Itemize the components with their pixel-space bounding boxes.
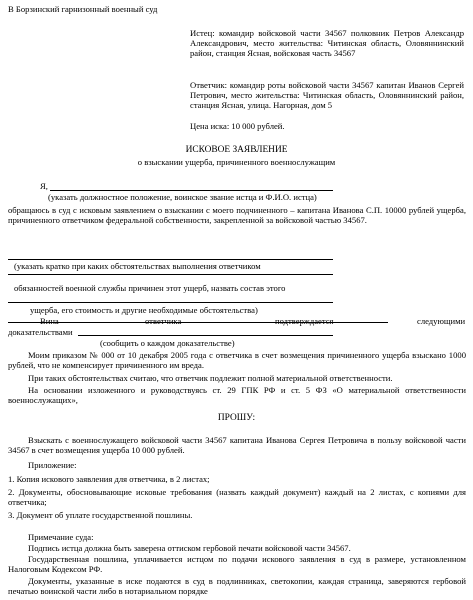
guilt-word-4: следующими [417,316,466,326]
note-heading: Примечание суда: [28,532,94,542]
hint-position: (указать должностное положение, воинское звание истца и Ф.И.О. истца) [48,192,317,202]
basis-paragraph: На основании изложенного и руководствуясь ст. 29 ГПК РФ и ст. 5 ФЗ «О материальной ответственности военнослужащих», [8,385,466,406]
request-heading: ПРОШУ: [217,413,256,423]
request-paragraph: Взыскать с военнослужащего войсковой части 34567 капитана Иванова Сергея Петровича в пользу войсковой части 34567 в счет возмещения ущерба 10 000 рублей. [8,435,466,456]
guilt-word-3: подтверждается [275,316,334,326]
blank-line-1 [8,259,333,260]
attachment-item-3: 3. Документ об уплате государственной пошлины. [8,510,193,520]
blank-line-5 [78,335,333,336]
defendant-block: Ответчик: командир роты войсковой части 34567 капитан Иванов Сергей Петрович, место жительства: Читинская область, Оловяннинский район, станция Ясная, улица. Нагорная, дом 5 [190,80,464,111]
blank-line-position [50,190,333,191]
note-paragraph-3: Документы, указанные в иске подаются в суд в подлинниках, светокопии, каждая страница, заверяются гербовой печатью воинской части либо в нотариальном порядке [8,576,466,597]
plaintiff-block: Истец: командир войсковой части 34567 полковник Петров Александр Александрович, место жительства: Читинская область, Оловяннинский район, станция Ясная, войсковая часть 34567 [190,28,464,59]
document-subtitle: о взыскании ущерба, причиненного военнослужащим [137,157,336,167]
hint-evidence: (сообщить о каждом доказательстве) [100,338,235,348]
blank-line-2 [8,274,333,275]
guilt-word-2: ответчика [145,316,182,326]
order-paragraph: Моим приказом № 000 от 10 декабря 2005 года с ответчика в счет возмещения причиненного ущерба взыскано 1000 рублей, что не компенсирует причиненного им вреда. [8,350,466,371]
hint-duties: обязанностей военной службы причинен этот ущерб, назвать состав этого [14,283,286,293]
guilt-word-1: Вина [40,316,59,326]
attachment-item-2: 2. Документы, обосновывающие исковые требования (назвать каждый документ) каждый на 2 листах, с копиями для ответчика; [8,487,466,508]
note-paragraph-2: Государственная пошлина, уплачивается истцом по подачи искового заявления в суд в размере, установленном Налоговым Кодексом РФ. [8,554,466,575]
court-name: В Борзинский гарнизонный военный суд [8,4,158,14]
hint-circumstances: (указать кратко при каких обстоятельствах выполнения ответчиком [14,261,261,271]
attachments-heading: Приложение: [28,460,77,470]
circumstances-paragraph: При таких обстоятельствах считаю, что ответчик подлежит полной материальной ответственности. [28,373,393,383]
guilt-word-5: доказательствами [8,327,73,337]
blank-line-3 [8,302,333,303]
blank-line-4 [8,322,388,323]
intro-paragraph: обращаюсь в суд с исковым заявлением о взыскании с моего подчиненного – капитана Иванова С.П. 10000 рублей ущерба, причиненного ответчиком федеральной собственности, закрепленной за войсковой частью 34567. [8,205,466,226]
attachment-item-1: 1. Копия искового заявления для ответчика, в 2 листах; [8,474,210,484]
claim-price: Цена иска: 10 000 рублей. [190,121,285,131]
ya-label: Я, [40,181,48,191]
note-paragraph-1: Подпись истца должна быть заверена оттиском гербовой печати войсковой части 34567. [28,543,351,553]
hint-damage: ущерба, его стоимость и другие необходимые обстоятельства) [30,305,258,315]
document-title: ИСКОВОЕ ЗАЯВЛЕНИЕ [185,145,288,155]
